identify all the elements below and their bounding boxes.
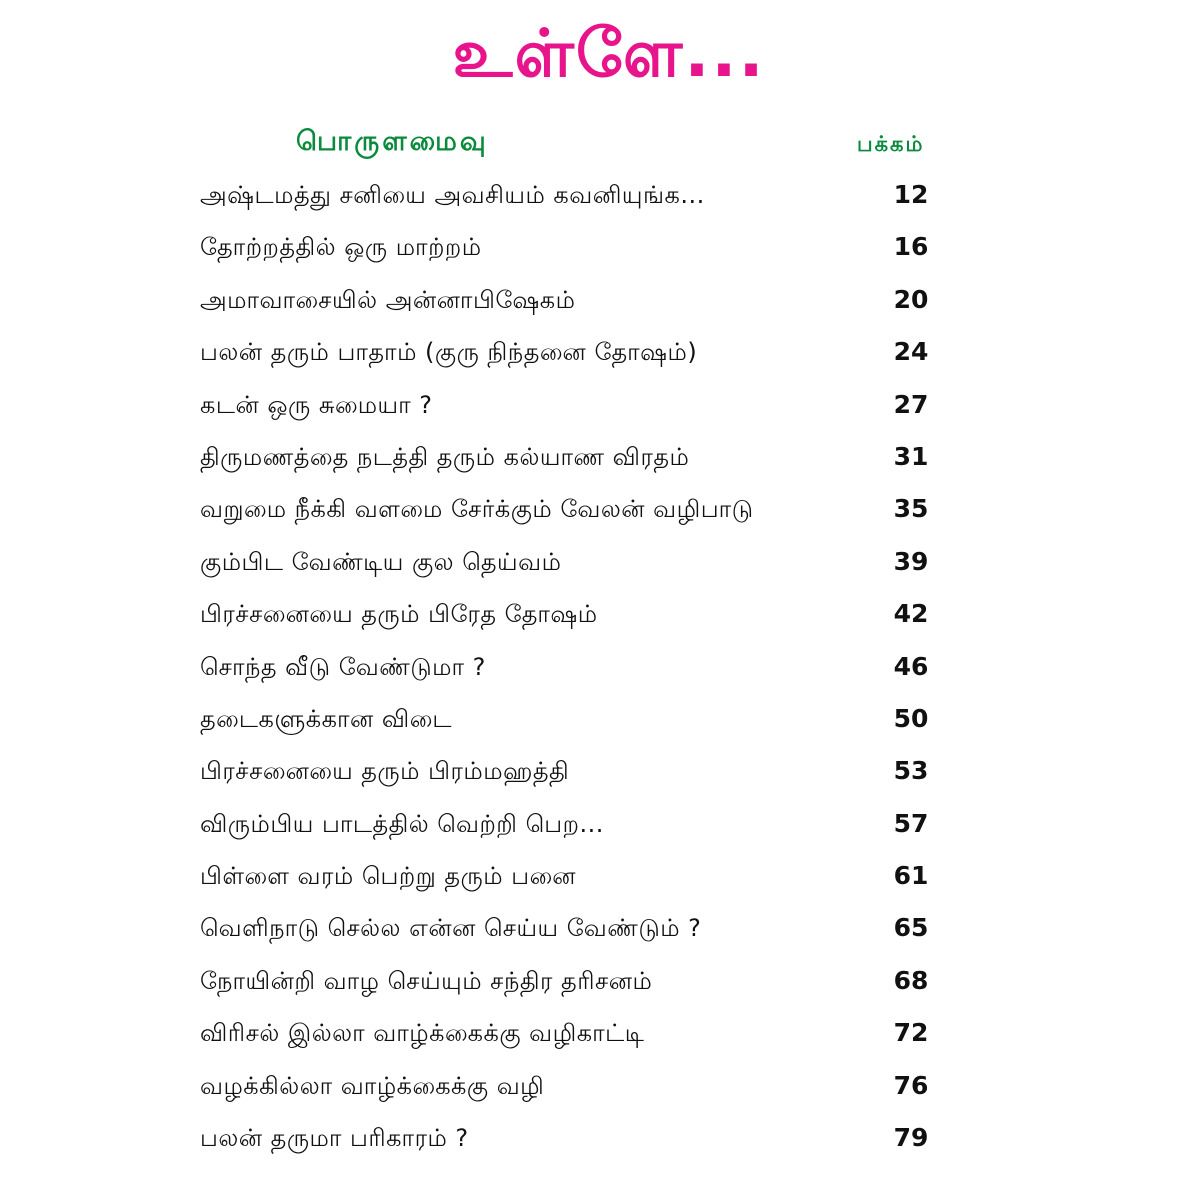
toc-entry-page: 68 xyxy=(893,965,929,995)
toc-entry-title: பலன் தரும் பாதாம் (குரு நிந்தனை தோஷம்) xyxy=(200,338,698,367)
toc-row xyxy=(0,694,1182,746)
toc-entry-title: பிரச்சனையை தரும் பிரேத தோஷம் xyxy=(200,600,598,629)
toc-row xyxy=(0,537,1182,589)
toc-entry-title: வறுமை நீக்கி வளமை சேர்க்கும் வேலன் வழிபாடு xyxy=(200,495,754,524)
toc-row xyxy=(0,484,1182,536)
toc-entry-title: பலன் தருமா பரிகாரம் ? xyxy=(200,1124,469,1153)
toc-row xyxy=(0,327,1182,379)
toc-entry-title: அமாவாசையில் அன்னாபிஷேகம் xyxy=(200,285,576,314)
toc-row xyxy=(0,275,1182,327)
toc-row xyxy=(0,903,1182,955)
toc-entry-title: கும்பிட வேண்டிய குல தெய்வம் xyxy=(200,547,562,576)
toc-entry-page: 61 xyxy=(893,861,929,891)
toc-entry-title: திருமணத்தை நடத்தி தரும் கல்யாண விரதம் xyxy=(200,442,690,471)
toc-entry-title: விரிசல் இல்லா வாழ்க்கைக்கு வழிகாட்டி xyxy=(200,1019,645,1048)
toc-row xyxy=(0,746,1182,798)
toc-entry-page: 50 xyxy=(893,703,929,733)
table-of-contents xyxy=(0,170,1182,1165)
page-column-heading: பக்கம் xyxy=(857,132,925,156)
toc-entry-page: 20 xyxy=(893,284,929,314)
toc-header xyxy=(0,118,1182,166)
toc-entry-title: பிரச்சனையை தரும் பிரம்மஹத்தி xyxy=(200,757,570,786)
toc-entry-page: 72 xyxy=(893,1018,929,1048)
toc-entry-page: 65 xyxy=(893,913,929,943)
toc-entry-page: 57 xyxy=(893,808,929,838)
toc-entry-page: 27 xyxy=(893,389,929,419)
toc-entry-title: பிள்ளை வரம் பெற்று தரும் பனை xyxy=(200,862,577,891)
toc-entry-title: வழக்கில்லா வாழ்க்கைக்கு வழி xyxy=(200,1071,545,1100)
toc-row xyxy=(0,851,1182,903)
toc-row xyxy=(0,642,1182,694)
toc-entry-title: அஷ்டமத்து சனியை அவசியம் கவனியுங்க... xyxy=(200,181,705,209)
toc-entry-title: தடைகளுக்கான விடை xyxy=(200,704,453,733)
page-title: உள்ளே... xyxy=(452,15,766,92)
contents-heading: பொருளமைவு xyxy=(296,126,489,157)
toc-entry-page: 31 xyxy=(893,441,929,471)
toc-entry-title: வெளிநாடு செல்ல என்ன செய்ய வேண்டும் ? xyxy=(200,914,702,943)
toc-entry-page: 53 xyxy=(893,756,929,786)
toc-entry-page: 46 xyxy=(893,651,929,681)
toc-row xyxy=(0,1008,1182,1060)
toc-row xyxy=(0,170,1182,222)
toc-entry-page: 76 xyxy=(893,1070,929,1100)
toc-row xyxy=(0,1061,1182,1113)
toc-entry-title: நோயின்றி வாழ செய்யும் சந்திர தரிசனம் xyxy=(200,966,653,995)
toc-row xyxy=(0,589,1182,641)
toc-entry-page: 16 xyxy=(893,232,929,262)
toc-entry-page: 12 xyxy=(893,180,929,209)
toc-entry-title: விரும்பிய பாடத்தில் வெற்றி பெற... xyxy=(200,809,604,838)
toc-row xyxy=(0,1113,1182,1165)
toc-entry-page: 24 xyxy=(893,337,929,367)
toc-entry-page: 39 xyxy=(893,546,929,576)
toc-row xyxy=(0,222,1182,274)
toc-entry-page: 79 xyxy=(893,1123,929,1153)
toc-row xyxy=(0,799,1182,851)
toc-entry-title: கடன் ஒரு சுமையா ? xyxy=(200,390,433,419)
toc-entry-title: சொந்த வீடு வேண்டுமா ? xyxy=(200,652,486,681)
toc-entry-page: 35 xyxy=(893,494,929,524)
toc-row xyxy=(0,956,1182,1008)
toc-row xyxy=(0,432,1182,484)
toc-entry-page: 42 xyxy=(893,599,929,629)
toc-entry-title: தோற்றத்தில் ஒரு மாற்றம் xyxy=(200,233,482,262)
toc-row xyxy=(0,380,1182,432)
